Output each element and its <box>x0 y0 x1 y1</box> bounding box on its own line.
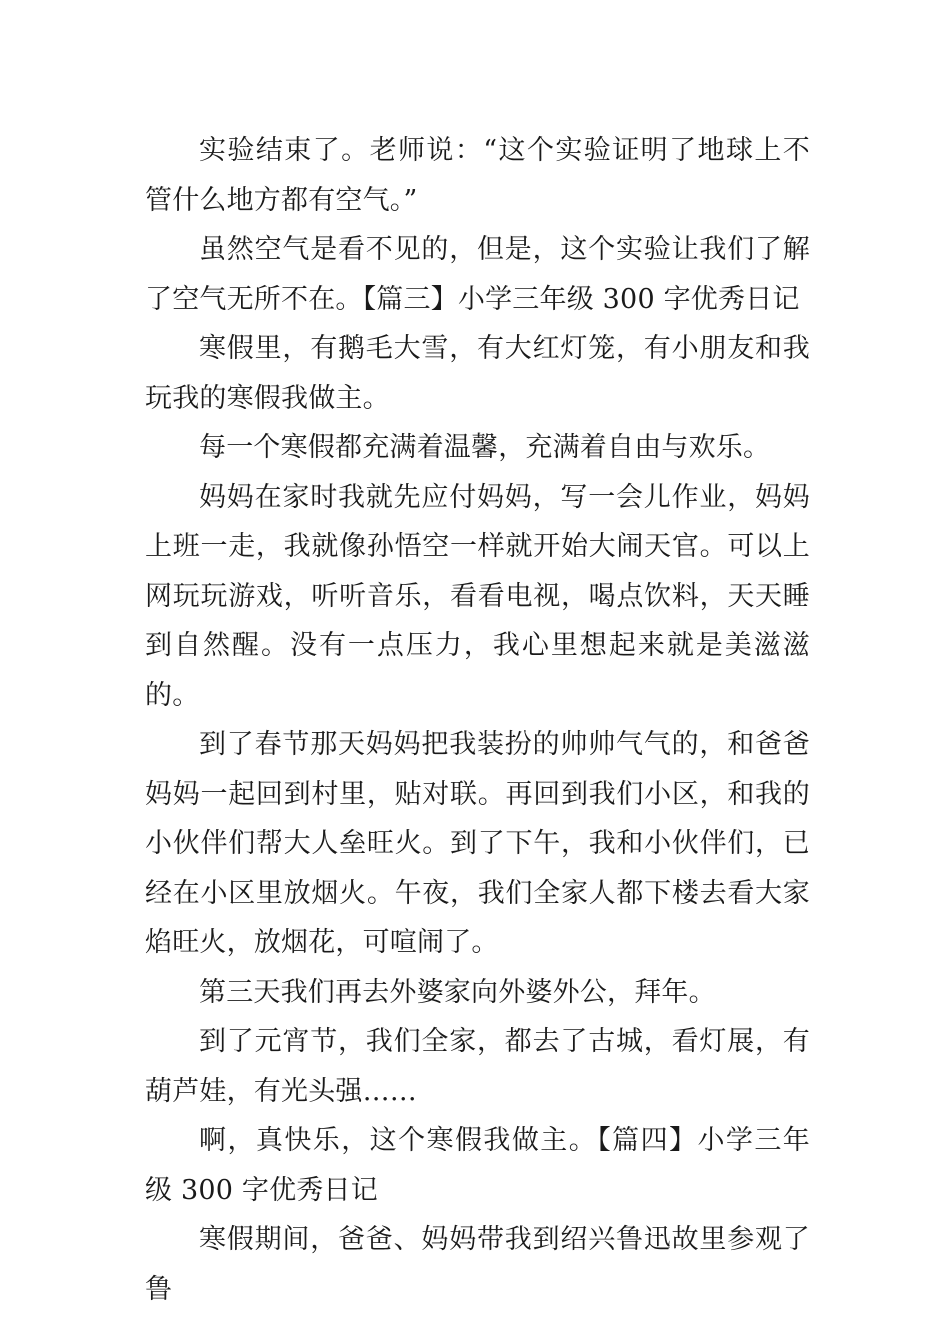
paragraph: 第三天我们再去外婆家向外婆外公，拜年。 <box>199 976 716 1008</box>
paragraph: 实验结束了。老师说：“这个实验证明了地球上不管什么地方都有空气。” <box>145 135 810 216</box>
paragraph: 到了春节那天妈妈把我装扮的帅帅气气的，和爸爸妈妈一起回到村里，贴对联。再回到我们小区，和我的小伙伴们帮大人垒旺火。到了下午，我和小伙伴们，已经在小区里放烟火。午夜，我们全家人都下楼去看大家焰旺火，放烟花，可喧闹了。 <box>145 729 810 958</box>
paragraph: 寒假期间，爸爸、妈妈带我到绍兴鲁迅故里参观了鲁 <box>145 1224 810 1305</box>
document-body <box>145 126 810 1314</box>
paragraph: 到了元宵节，我们全家，都去了古城，看灯展，有葫芦娃，有光头强…… <box>145 1026 810 1107</box>
paragraph: 啊，真快乐，这个寒假我做主。【篇四】小学三年级 300 字优秀日记 <box>145 1125 810 1206</box>
paragraph: 寒假里，有鹅毛大雪，有大红灯笼，有小朋友和我玩我的寒假我做主。 <box>145 333 810 414</box>
paragraph: 虽然空气是看不见的，但是，这个实验让我们了解了空气无所不在。【篇三】小学三年级 300 字优秀日记 <box>145 234 810 315</box>
paragraph: 每一个寒假都充满着温馨，充满着自由与欢乐。 <box>199 432 771 463</box>
paragraph: 妈妈在家时我就先应付妈妈，写一会儿作业，妈妈上班一走，我就像孙悟空一样就开始大闹天官。可以上网玩玩游戏，听听音乐，看看电视，喝点饮料，天天睡到自然醒。没有一点压力，我心里想起来就是美滋滋的。 <box>145 481 810 711</box>
